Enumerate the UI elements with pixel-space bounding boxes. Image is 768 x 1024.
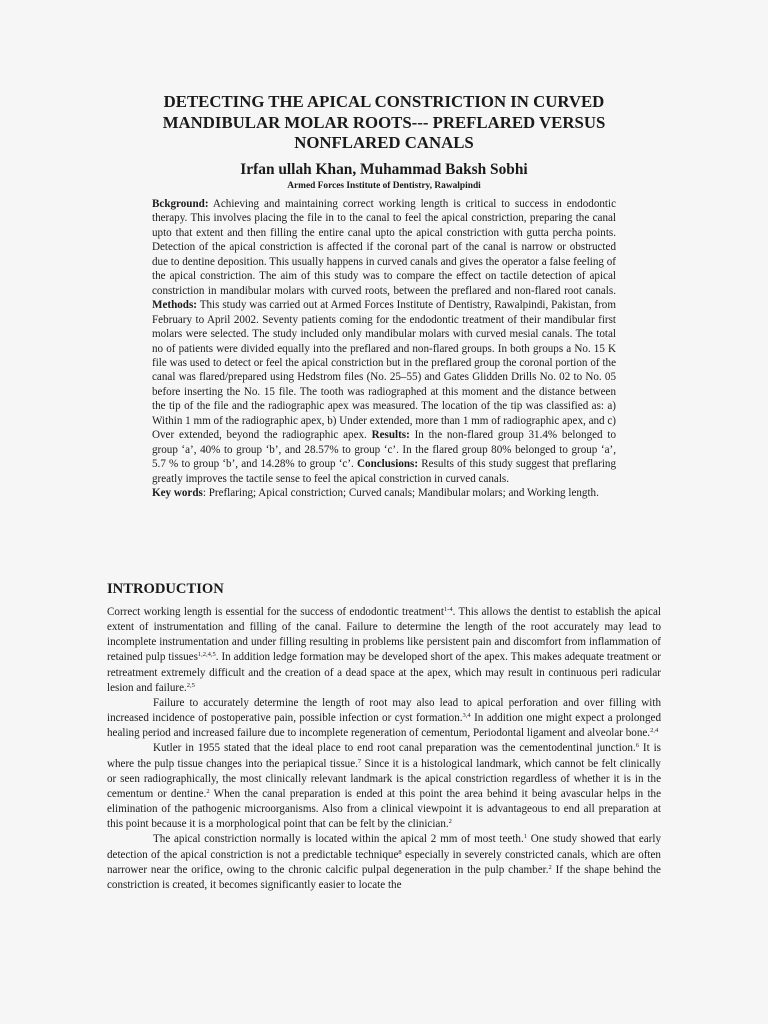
paragraph-text: In addition one might expect a prolonged healing period and increased failure due to incomplete regeneration of cementum, Periodontal ligament and alveolar bone. xyxy=(107,712,661,740)
abstract-results-label: Results: xyxy=(371,429,410,442)
title-line: MANDIBULAR MOLAR ROOTS--- PREFLARED VERSUS xyxy=(162,112,606,132)
paragraph-text: One study showed that early detection of the apical constriction is not a predictable technique xyxy=(107,833,661,861)
citation-superscript: 1-4 xyxy=(443,606,453,613)
abstract xyxy=(152,197,616,501)
abstract-methods-text: This study was carried out at Armed Forces Institute of Dentistry, Rawalpindi, Pakistan, from February to April 2002. Seventy patients coming for the endodontic treatment of their mandibular first molars were selected. The study included only mandibular molars with curved mesial canals. The total no of patients were divided equally into the preflared and non-flared groups. In both groups a No. 15 K file was used to detect or feel the apical constriction but in the preflared group the coronal portion of the canal was flared/prepared using Hedstrom files (No. 25–55) and Gates Glidden Drills No. 02 to No. 05 before inserting the No. 15 file. The tooth was radiographed at this moment and the distance between the tip of the file and the radiographic apex was measured. The location of the tip was classified as: a) Within 1 mm of the radiographic apex, b) Under extended, more than 1 mm of radiographic apex, and c) Over extended, beyond the radiographic apex. xyxy=(152,299,616,442)
title-line: DETECTING THE APICAL CONSTRICTION IN CURVED xyxy=(163,92,605,111)
author-affiliation: Armed Forces Institute of Dentistry, Rawalpindi xyxy=(287,181,481,191)
citation-superscript: 1 xyxy=(523,833,527,841)
introduction-body xyxy=(107,605,661,893)
article-title xyxy=(100,92,668,154)
paragraph-text: Failure to accurately determine the length of root may also lead to apical perforation and over filling with increased incidence of postoperative pain, possible infection or cyst formation. xyxy=(107,696,661,725)
paragraph-text: It is where the pulp tissue changes into the periapical tissue. xyxy=(107,742,661,770)
abstract-results-text: In the non-flared group 31.4% belonged to group ‘a’, 40% to group ‘b’, and 28.57% to group ‘c’. In the flared group 80% belonged to group ‘a’, 5.7 % to group ‘b’, and 14.28% to group ‘c’. xyxy=(152,429,616,471)
title-line: NONFLARED CANALS xyxy=(294,133,474,152)
citation-superscript: 3,4 xyxy=(462,712,471,720)
keywords-label: Key words xyxy=(152,487,203,500)
paragraph-text: . This allows the dentist to establish the apical extent of instrumentation and filling of the canal. Failure to determine the length of the root accurately may lead to incomplete instrumentation and under filling resulting in problems like persistent pain and discomfort from inflammation of retained pulp tissues xyxy=(107,606,661,664)
citation-superscript: 2,5 xyxy=(186,681,195,689)
paragraph-text: The apical constriction normally is located within the apical 2 mm of most teeth. xyxy=(153,833,524,846)
keywords-text: : Preflaring; Apical constriction; Curved canals; Mandibular molars; and Working length. xyxy=(202,487,599,500)
citation-superscript: 1,2,4,5 xyxy=(197,651,216,659)
paragraph-text: If the shape behind the constriction is created, it becomes significantly easier to locate the xyxy=(107,863,661,891)
paragraph-text: When the canal preparation is ended at this point the area behind it being avascular helps in the elimination of the pathogenic microorganisms. Also from a clinical viewpoint it is advantageous to end all preparation at this point because it is a morphological point that can be felt by the clinician. xyxy=(107,787,662,831)
abstract-background-text: Achieving and maintaining correct working length is critical to success in endodontic therapy. This involves placing the file in to the canal to feel the apical constriction, preparing the canal upto that extent and then filling the entire canal upto the apical constriction with gutta percha points. Detection of the apical constriction is affected if the coronal part of the canal is narrow or obstructed due to dentine deposition. This usually happens in curved canals and gives the operator a false feeling of the apical constriction. The aim of this study was to compare the effect on tactile detection of apical constriction in mandibular molars with curved roots, between the preflared and non-flared root canals. xyxy=(152,198,616,297)
citation-superscript: 6 xyxy=(635,742,639,750)
abstract-conclusions-label: Conclusions: xyxy=(357,458,419,471)
citation-superscript: 2,4 xyxy=(650,727,659,735)
citation-superscript: 2 xyxy=(448,818,452,826)
paragraph-text: . In addition ledge formation may be developed short of the apex. This makes adequate treatment or retreatment extremely difficult and the creation of a dead space at the apex, which may result in continuous peri radicular lesion and failure. xyxy=(107,651,661,694)
citation-superscript: 7 xyxy=(357,757,362,765)
intro-paragraph xyxy=(107,741,661,832)
paragraph-text: Kutler in 1955 stated that the ideal place to end root canal preparation was the cementodentinal junction. xyxy=(153,742,636,755)
paragraph-text: Since it is a histological landmark, which cannot be felt clinically or seen radiographically, the most clinically relevant landmark is the apical constriction regardless of whether it is in the cementum or dentine. xyxy=(107,757,661,800)
introduction-heading: INTRODUCTION xyxy=(107,581,224,597)
intro-paragraph xyxy=(107,696,661,741)
abstract-background-label: Bckground: xyxy=(152,198,209,210)
intro-paragraph xyxy=(107,605,661,696)
paragraph-text: especially in severely constricted canals, which are often narrower near the orifice, owing to the chronic calcific pulpal degeneration in the pulp chamber. xyxy=(107,848,661,876)
citation-superscript: 2 xyxy=(206,787,210,795)
intro-paragraph xyxy=(107,832,661,893)
author-list: Irfan ullah Khan, Muhammad Baksh Sobhi xyxy=(240,161,528,178)
citation-superscript: 2 xyxy=(548,863,552,871)
paragraph-text: Correct working length is essential for the success of endodontic treatment xyxy=(107,606,444,618)
abstract-conclusions-text: Results of this study suggest that preflaring greatly improves the tactile sense to feel the apical constriction in curved canals. xyxy=(152,458,616,485)
abstract-methods-label: Methods: xyxy=(152,299,197,312)
citation-superscript: 8 xyxy=(398,848,402,856)
